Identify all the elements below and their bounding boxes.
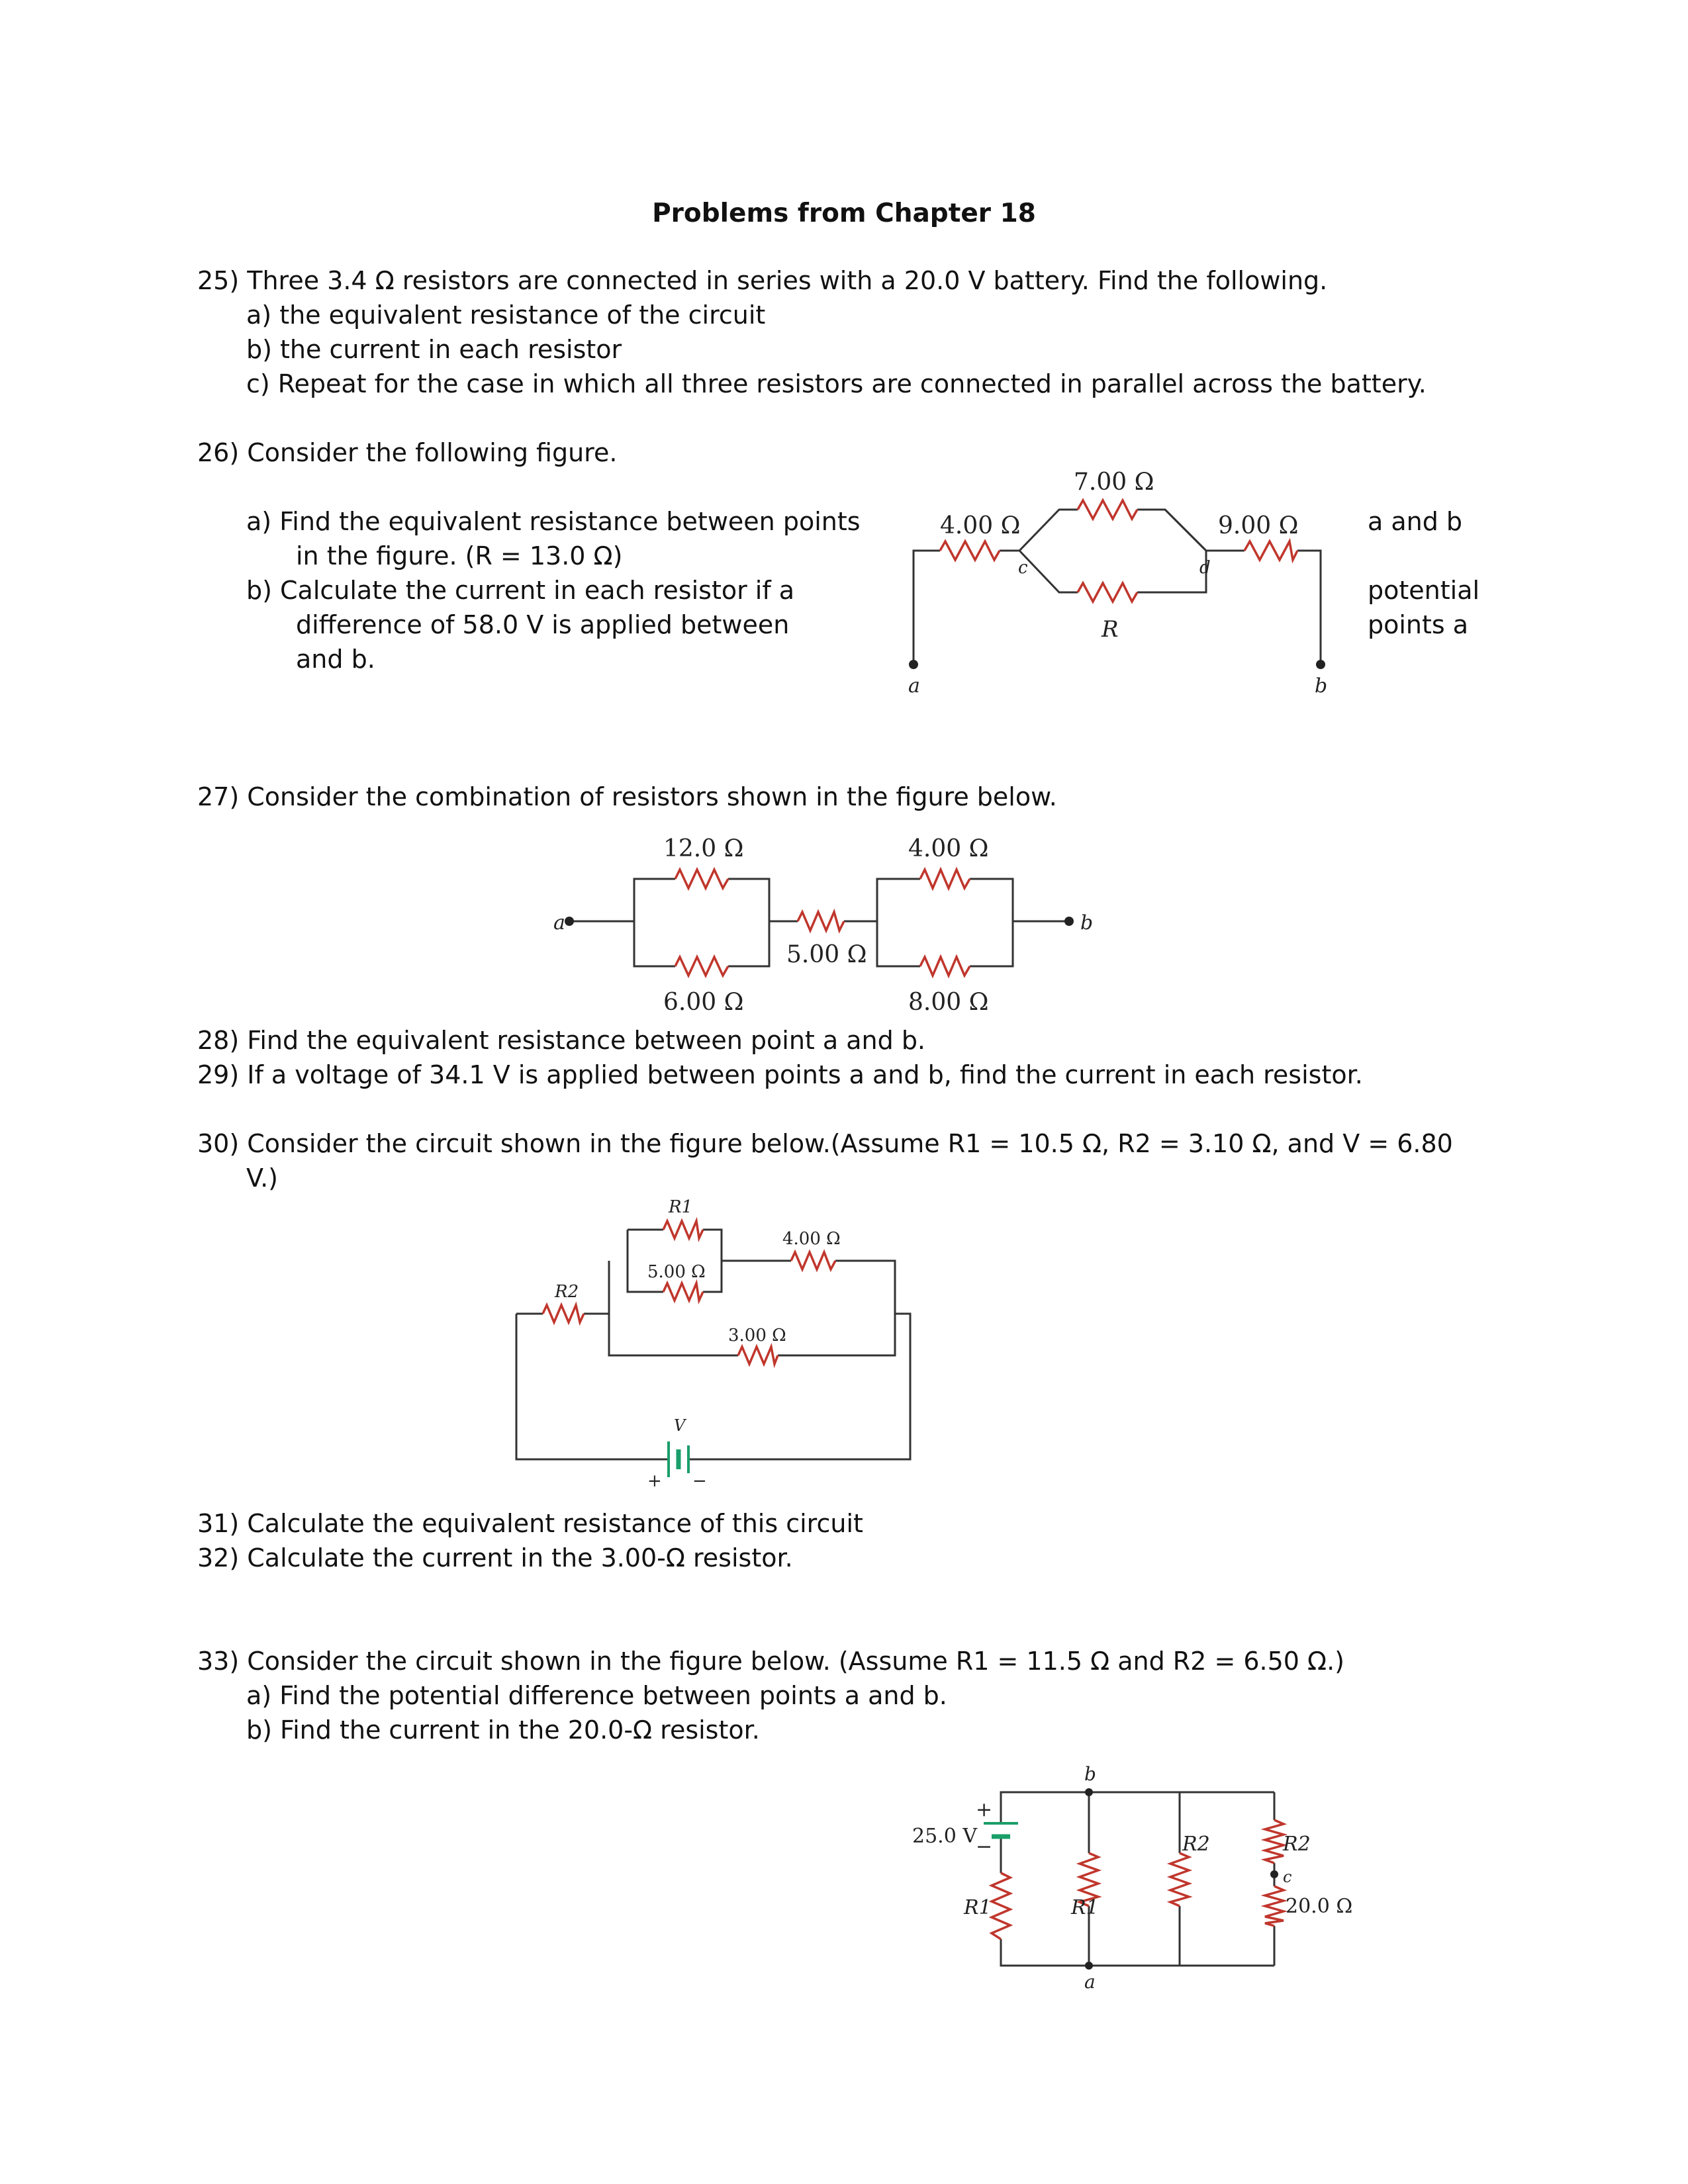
- resistor-label-20ohm: 20.0 Ω: [1286, 1895, 1353, 1918]
- node-label-a: a: [1084, 1971, 1096, 1993]
- resistor-label-9ohm: 9.00 Ω: [1218, 512, 1299, 539]
- problem-33-part-a: a) Find the potential difference between points a and b.: [246, 1681, 947, 1710]
- node-label-b: b: [1080, 911, 1094, 934]
- resistor-label-R1: R1: [669, 1197, 693, 1217]
- problem-26-part-a-line2: in the figure. (R = 13.0 Ω): [296, 541, 623, 570]
- battery-label-25V: 25.0 V: [912, 1825, 977, 1848]
- problem-26-part-b-line2: difference of 58.0 V is applied between: [296, 610, 790, 639]
- problem-33-stem: 33) Consider the circuit shown in the figure below. (Assume R1 = 11.5 Ω and R2 = 6.50 Ω.): [197, 1647, 1344, 1676]
- battery-minus-sign: −: [692, 1471, 707, 1491]
- resistor-label-6ohm: 6.00 Ω: [663, 989, 744, 1016]
- resistor-label-R2-middle: R2: [1182, 1833, 1210, 1856]
- battery-plus-sign: +: [647, 1471, 662, 1491]
- problem-26-part-b-line1: b) Calculate the current in each resistor if a: [246, 576, 795, 605]
- node-label-d: d: [1199, 558, 1211, 578]
- problem-28-text: 28) Find the equivalent resistance between point a and b.: [197, 1026, 926, 1055]
- node-label-a: a: [553, 911, 565, 934]
- problem-26-part-b-line3: and b.: [296, 645, 375, 674]
- problem-27-stem: 27) Consider the combination of resistors shown in the figure below.: [197, 782, 1057, 811]
- resistor-label-R1-middle: R1: [1071, 1896, 1099, 1919]
- problem-30-line2: V.): [246, 1163, 279, 1193]
- battery-minus-sign: −: [976, 1835, 993, 1858]
- node-label-b: b: [1084, 1763, 1096, 1785]
- resistor-label-5ohm: 5.00 Ω: [647, 1262, 706, 1282]
- node-label-c: c: [1018, 558, 1028, 578]
- problem-26-side-text-2: potential: [1368, 576, 1480, 605]
- problem-26-stem: 26) Consider the following figure.: [197, 438, 618, 467]
- resistor-label-7ohm: 7.00 Ω: [1074, 469, 1154, 496]
- problem-30-line1: 30) Consider the circuit shown in the figure below.(Assume R1 = 10.5 Ω, R2 = 3.10 Ω, and V = 6.80: [197, 1129, 1453, 1158]
- resistor-label-12ohm: 12.0 Ω: [663, 835, 744, 862]
- problem-25-part-b: b) the current in each resistor: [246, 335, 622, 364]
- problem-25-stem: 25) Three 3.4 Ω resistors are connected in series with a 20.0 V battery. Find the following.: [197, 266, 1328, 295]
- problem-26-side-text-3: points a: [1368, 610, 1469, 639]
- problem-31-text: 31) Calculate the equivalent resistance of this circuit: [197, 1509, 863, 1538]
- resistor-label-3ohm: 3.00 Ω: [728, 1326, 786, 1345]
- problem-29-text: 29) If a voltage of 34.1 V is applied between points a and b, find the current in each resistor.: [197, 1060, 1363, 1089]
- resistor-label-5ohm: 5.00 Ω: [786, 941, 867, 968]
- resistor-label-R2-right: R2: [1283, 1833, 1311, 1856]
- problem-32-text: 32) Calculate the current in the 3.00-Ω resistor.: [197, 1543, 793, 1572]
- node-label-b: b: [1315, 674, 1328, 698]
- battery-label-V: V: [674, 1416, 686, 1435]
- resistor-label-4ohm-b: 4.00 Ω: [908, 835, 989, 862]
- page-title: Problems from Chapter 18: [652, 199, 1036, 228]
- resistor-label-4ohm: 4.00 Ω: [940, 512, 1021, 539]
- problem-33-part-b: b) Find the current in the 20.0-Ω resistor.: [246, 1715, 760, 1745]
- problem-26-side-text-1: a and b: [1368, 507, 1463, 536]
- battery-plus-sign: +: [976, 1798, 993, 1821]
- resistor-label-8ohm: 8.00 Ω: [908, 989, 989, 1016]
- resistor-label-R1-left: R1: [964, 1896, 992, 1919]
- resistor-label-R: R: [1102, 616, 1119, 643]
- problem-25-part-c: c) Repeat for the case in which all three resistors are connected in parallel across the battery.: [246, 369, 1427, 398]
- problem-25-part-a: a) the equivalent resistance of the circuit: [246, 300, 766, 330]
- resistor-label-R2: R2: [555, 1282, 579, 1302]
- resistor-label-4ohm: 4.00 Ω: [782, 1229, 841, 1249]
- problem-26-part-a-line1: a) Find the equivalent resistance between points: [246, 507, 861, 536]
- node-label-c: c: [1283, 1868, 1292, 1886]
- node-label-a: a: [908, 674, 920, 698]
